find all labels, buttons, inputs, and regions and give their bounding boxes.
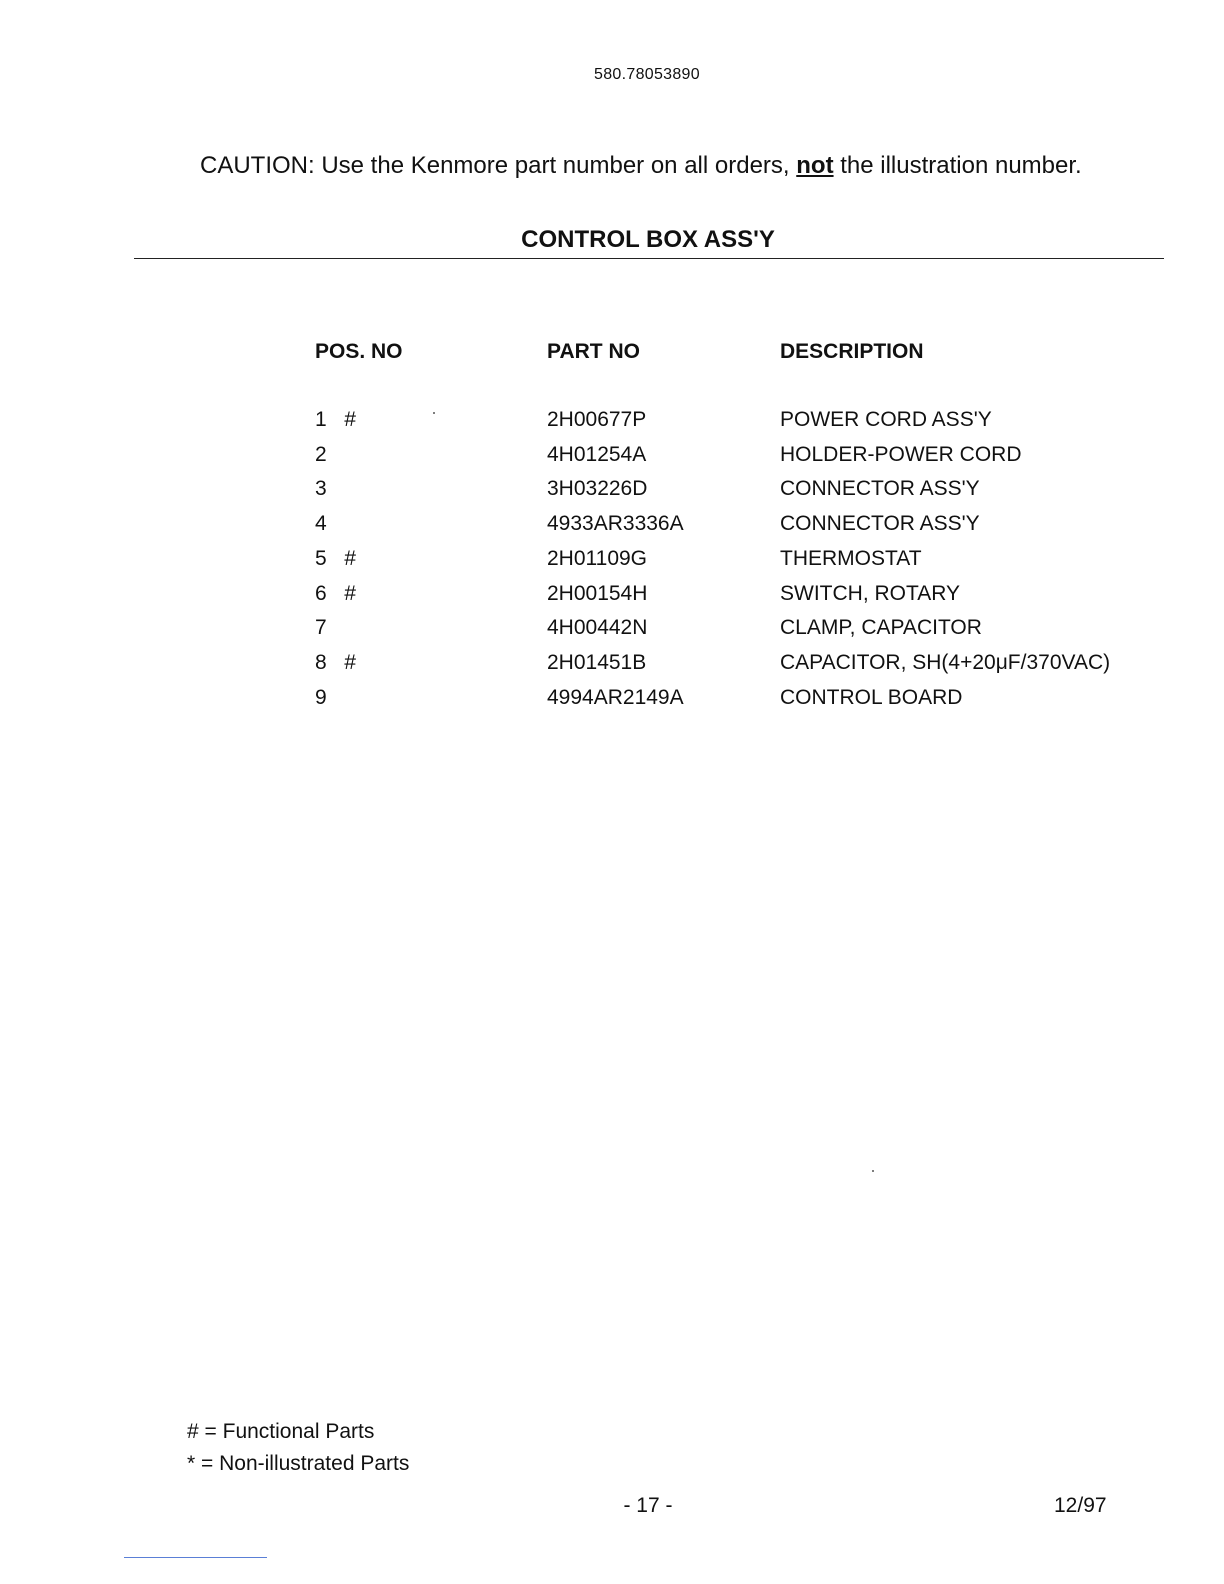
- table-row: [0, 616, 1224, 650]
- part-number: 4H01254A: [547, 442, 647, 466]
- table-row: [0, 651, 1224, 685]
- scan-speck: [433, 412, 435, 414]
- functional-mark: #: [344, 581, 356, 605]
- pos-number: 7: [315, 616, 327, 640]
- part-description: POWER CORD ASS'Y: [780, 408, 992, 431]
- scan-speck: [872, 1170, 874, 1172]
- pos-number: 8: [315, 650, 327, 674]
- table-row: [0, 512, 1224, 546]
- pos-number: 3: [315, 477, 327, 501]
- footer-line: [124, 1557, 267, 1558]
- caution-after: the illustration number.: [833, 152, 1082, 179]
- part-description: CONNECTOR ASS'Y: [780, 477, 980, 501]
- functional-mark: #: [344, 408, 356, 431]
- part-number: 4933AR3336A: [547, 512, 684, 536]
- pos-number: 6: [315, 581, 327, 605]
- header-pos-no: POS. NO: [315, 340, 403, 363]
- pos-number: 9: [315, 685, 327, 709]
- caution-emphasis: not: [796, 152, 834, 179]
- table-row: [0, 686, 1224, 720]
- part-description: HOLDER-POWER CORD: [780, 442, 1022, 466]
- caution-before: CAUTION: Use the Kenmore part number on all orders,: [200, 152, 797, 179]
- caution-text: [200, 152, 1082, 180]
- part-number: 4994AR2149A: [547, 685, 684, 709]
- part-number: 2H01451B: [547, 650, 647, 674]
- page-number: - 17 -: [623, 1494, 673, 1517]
- pos-number: 4: [315, 512, 327, 536]
- part-description: CONTROL BOARD: [780, 685, 963, 709]
- part-number: 2H01109G: [547, 546, 648, 570]
- part-number: 2H00154H: [547, 581, 648, 605]
- functional-mark: #: [344, 546, 356, 570]
- table-row: [0, 547, 1224, 581]
- part-number: 2H00677P: [547, 408, 647, 431]
- part-description: CAPACITOR, SH(4+20μF/370VAC): [780, 650, 1111, 674]
- part-description: THERMOSTAT: [780, 546, 922, 570]
- table-row: [0, 443, 1224, 477]
- title-rule: [134, 258, 1164, 259]
- model-number: 580.78053890: [594, 66, 700, 83]
- revision-date: 12/97: [1054, 1494, 1107, 1517]
- pos-number: 1: [315, 408, 327, 431]
- table-row: [0, 408, 1224, 442]
- pos-number: 5: [315, 546, 327, 570]
- section-title: CONTROL BOX ASS'Y: [521, 226, 775, 253]
- table-row: [0, 582, 1224, 616]
- header-part-no: PART NO: [547, 340, 640, 363]
- part-number: 4H00442N: [547, 616, 648, 640]
- functional-mark: #: [344, 650, 356, 674]
- table-row: [0, 477, 1224, 511]
- part-description: SWITCH, ROTARY: [780, 581, 961, 605]
- legend-functional: # = Functional Parts: [187, 1420, 375, 1443]
- legend-non-illustrated: * = Non-illustrated Parts: [187, 1452, 410, 1475]
- part-description: CONNECTOR ASS'Y: [780, 512, 980, 536]
- pos-number: 2: [315, 442, 327, 466]
- part-number: 3H03226D: [547, 477, 648, 501]
- part-description: CLAMP, CAPACITOR: [780, 616, 982, 640]
- header-description: DESCRIPTION: [780, 340, 924, 363]
